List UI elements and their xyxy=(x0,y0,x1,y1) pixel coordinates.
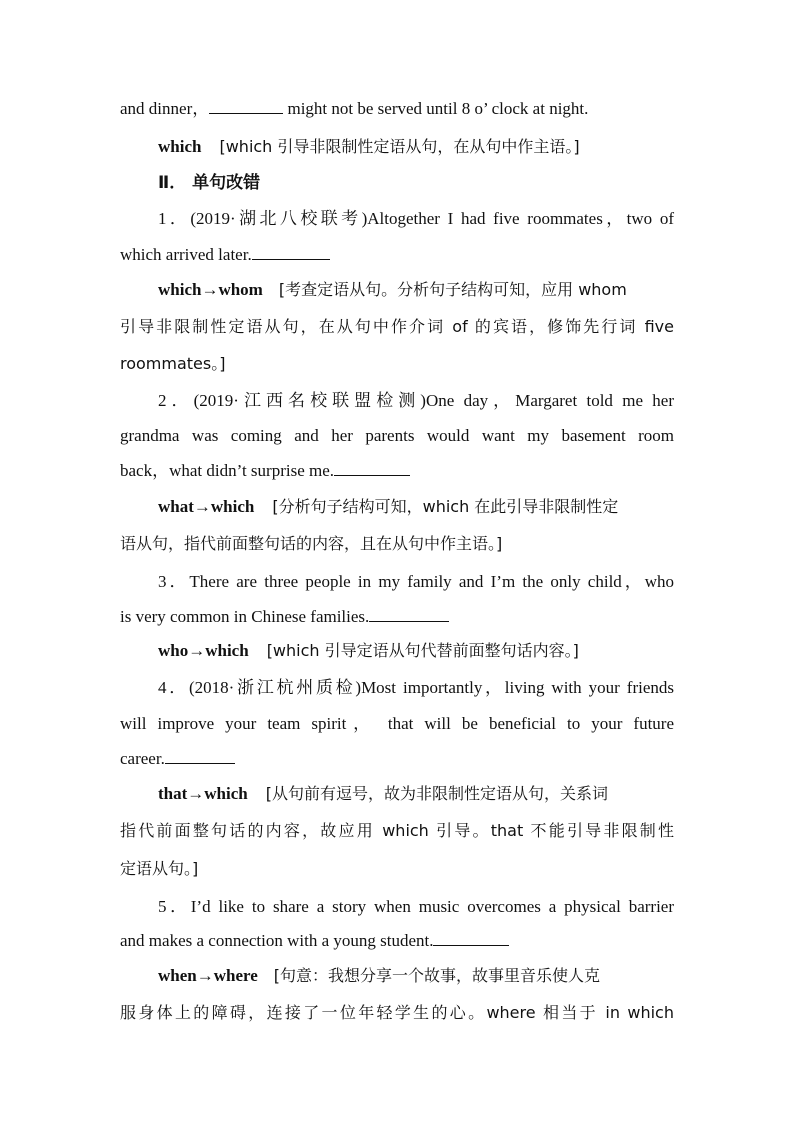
answer-word: who→which xyxy=(158,641,249,660)
answer-blank xyxy=(369,607,449,622)
question-line: will improve your team spirit， that will be beneficial to your future xyxy=(120,714,674,733)
answer-blank xyxy=(433,931,509,946)
answer-explanation: 定语从句。] xyxy=(120,859,199,878)
answer-explanation: roommates。] xyxy=(120,354,226,373)
question-text: which arrived later. xyxy=(120,245,252,264)
question-text: back，what didn’t surprise me. xyxy=(120,461,335,480)
question-line xyxy=(120,460,410,482)
answer-blank xyxy=(334,461,410,476)
question-line xyxy=(120,244,330,266)
question-line: grandma was coming and her parents would want my basement room xyxy=(120,426,674,445)
answer-blank xyxy=(252,245,330,260)
answer-line xyxy=(158,279,627,301)
answer-word: when→where xyxy=(158,966,258,985)
answer-word: that→which xyxy=(158,784,248,803)
question-line: 1．(2019·湖北八校联考)Altogether I had five roommates，two of xyxy=(158,209,674,228)
question-line: 5．I’d like to share a story when music overcomes a physical barrier xyxy=(158,897,674,916)
question-line: 2．(2019·江西名校联盟检测)One day，Margaret told me her xyxy=(158,391,674,410)
answer-word: which→whom xyxy=(158,280,263,299)
question-text: is very common in Chinese families. xyxy=(120,607,370,626)
answer-line xyxy=(158,640,579,662)
answer-explanation: 指代前面整句话的内容，故应用 which 引导。that 不能引导非限制性 xyxy=(120,821,674,840)
question-text: and makes a connection with a young student. xyxy=(120,931,434,950)
answer-line xyxy=(158,783,608,805)
answer-explanation: [句意：我想分享一个故事，故事里音乐使人克 xyxy=(273,966,601,985)
answer-line xyxy=(158,496,618,518)
answer-line xyxy=(158,136,580,158)
section-title: Ⅱ． 单句改错 xyxy=(158,173,261,193)
question-text: and dinner， xyxy=(120,99,210,118)
answer-blank xyxy=(165,749,235,764)
question-line xyxy=(120,748,235,770)
question-line xyxy=(120,930,509,952)
answer-explanation: [分析句子结构可知，which 在此引导非限制性定 xyxy=(272,497,619,516)
answer-explanation: [从句前有逗号，故为非限制性定语从句，关系词 xyxy=(265,784,608,803)
question-line: 3．There are three people in my family and I’m the only child，who xyxy=(158,572,674,591)
question-text: might not be served until 8 o’ clock at night. xyxy=(283,99,589,118)
answer-line xyxy=(158,965,600,987)
answer-explanation: 引导非限制性定语从句，在从句中作介词 of 的宾语，修饰先行词 five xyxy=(120,317,674,336)
answer-explanation: [which 引导非限制性定语从句，在从句中作主语。] xyxy=(219,137,580,156)
answer-explanation: [考查定语从句。分析句子结构可知，应用 whom xyxy=(278,280,627,299)
question-line: 4．(2018·浙江杭州质检)Most importantly，living with your friends xyxy=(158,678,674,697)
question-text: career. xyxy=(120,749,165,768)
answer-blank xyxy=(209,99,283,114)
answer-explanation: [which 引导定语从句代替前面整句话内容。] xyxy=(266,641,579,660)
answer-word: what→which xyxy=(158,497,255,516)
question-line xyxy=(120,98,588,120)
answer-word: which xyxy=(158,137,202,156)
answer-explanation: 服身体上的障碍，连接了一位年轻学生的心。where 相当于 in which xyxy=(120,1003,674,1022)
question-line xyxy=(120,606,449,628)
answer-explanation: 语从句，指代前面整句话的内容，且在从句中作主语。] xyxy=(120,534,503,553)
